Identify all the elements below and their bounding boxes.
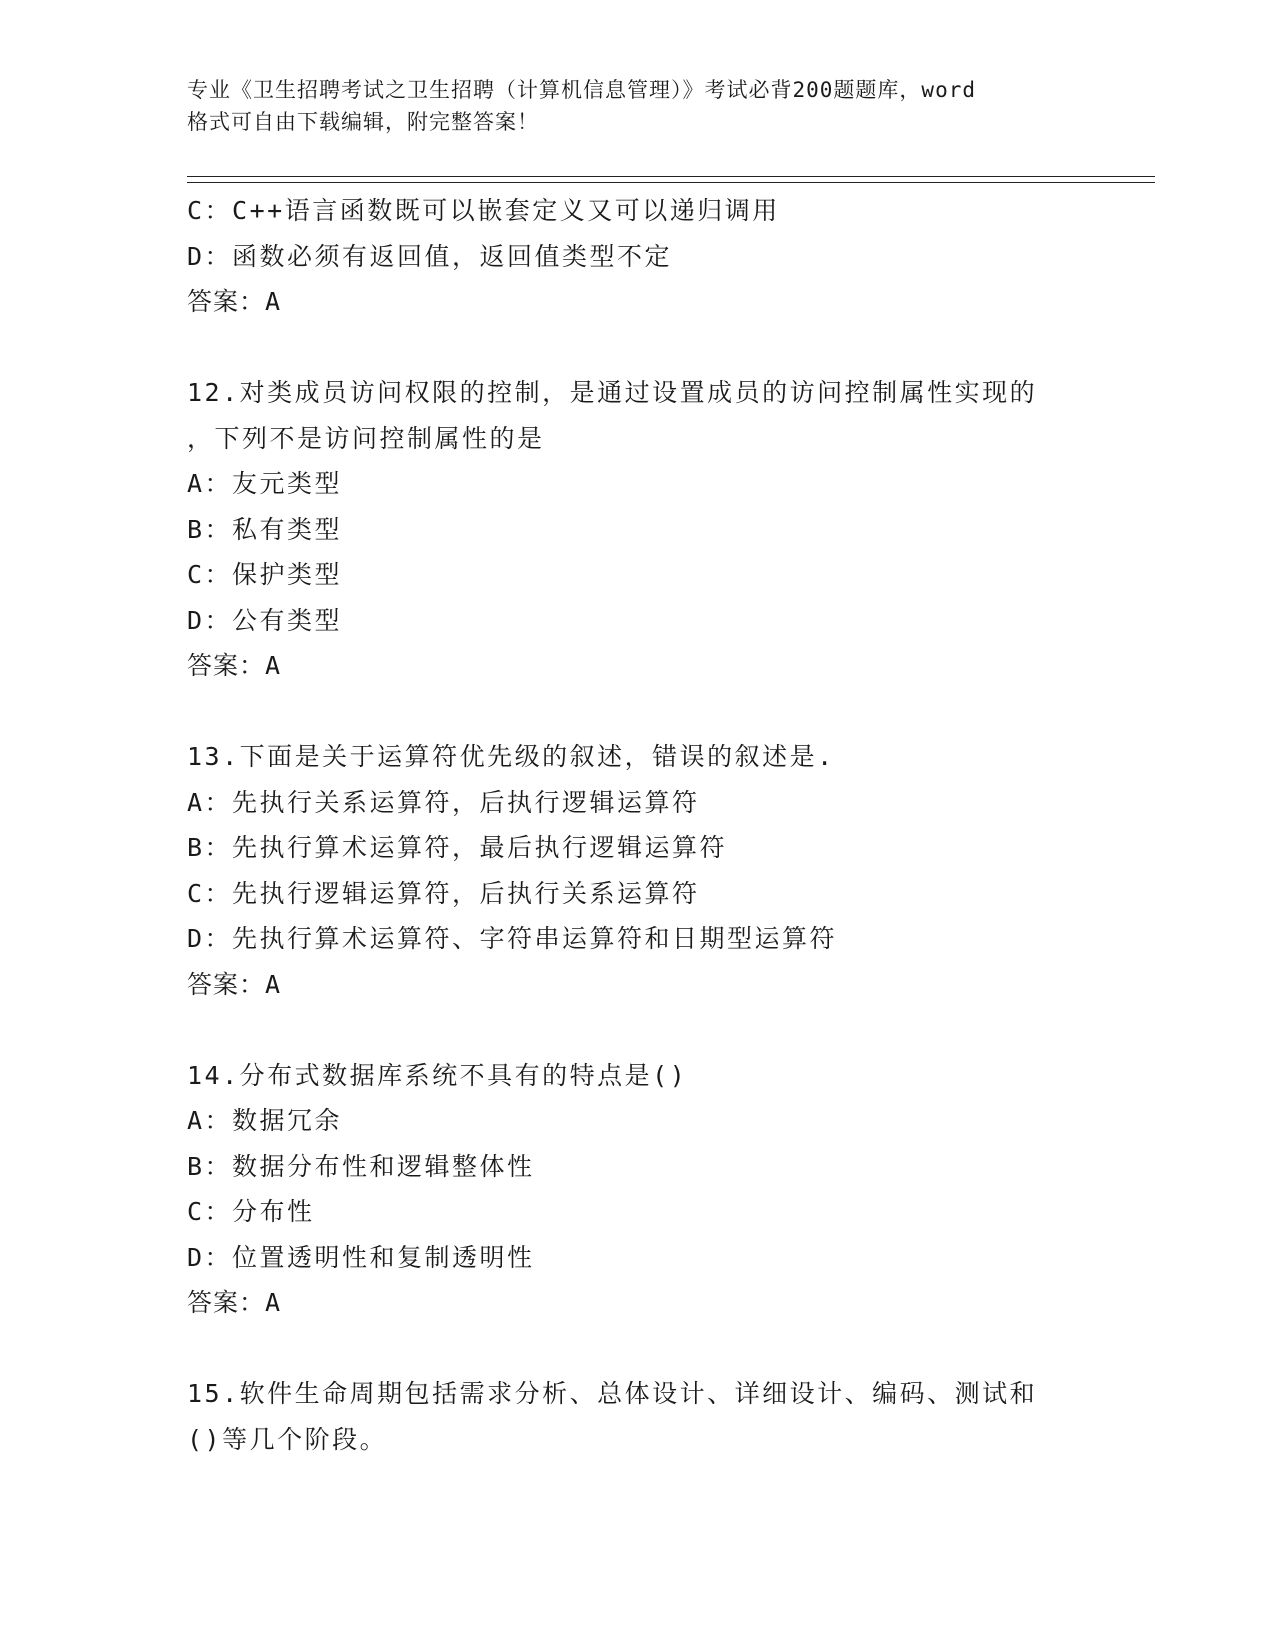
question-text-cont: ，下列不是访问控制属性的是 [187,423,545,453]
answer-line [187,279,1155,325]
answer-label: 答案： [187,651,266,680]
header-line-1: 专业《卫生招聘考试之卫生招聘（计算机信息管理）》考试必背200题题库，word [187,78,976,102]
option-a: A：先执行关系运算符，后执行逻辑运算符 [187,787,700,817]
header-rule-bottom [187,182,1155,183]
option-b: B：私有类型 [187,514,343,544]
question-text-cont: ()等几个阶段。 [187,1424,388,1454]
option-d: D：函数必须有返回值，返回值类型不定 [187,241,673,271]
option-c: C：分布性 [187,1197,315,1226]
answer-label: 答案： [187,287,266,316]
answer-value: A [265,287,282,316]
option-c: C：C++语言函数既可以嵌套定义又可以递归调用 [187,196,780,225]
answer-label: 答案： [187,1288,266,1317]
option-b: B：数据分布性和逻辑整体性 [187,1151,535,1181]
question-text: 14.分布式数据库系统不具有的特点是() [187,1060,688,1090]
answer-value: A [265,969,282,999]
spacer [187,689,1155,735]
option-a: A：友元类型 [187,469,343,498]
option-d: D：先执行算术运算符、字符串运算符和日期型运算符 [187,924,838,953]
question-text: 12.对类成员访问权限的控制，是通过设置成员的访问控制属性实现的 [187,378,1038,407]
spacer [187,1007,1155,1053]
question-13 [187,734,1155,1007]
answer-label: 答案： [187,969,266,999]
header-line-2: 格式可自由下载编辑，附完整答案！ [187,110,539,134]
option-d: D：公有类型 [187,605,343,635]
option-a: A：数据冗余 [187,1106,343,1135]
question-content [187,188,1155,1462]
question-text: 13.下面是关于运算符优先级的叙述，错误的叙述是. [187,742,835,771]
question-14 [187,1053,1155,1326]
answer-line [187,1280,1155,1326]
option-c: C：先执行逻辑运算符，后执行关系运算符 [187,878,700,908]
header-rule-top [187,176,1155,177]
spacer [187,1326,1155,1372]
question-text: 15.软件生命周期包括需求分析、总体设计、详细设计、编码、测试和 [187,1379,1038,1408]
document-header [187,74,1087,138]
option-d: D：位置透明性和复制透明性 [187,1242,535,1272]
question-15 [187,1371,1155,1462]
question-12 [187,370,1155,689]
answer-value: A [265,651,282,680]
answer-value: A [265,1288,282,1317]
option-b: B：先执行算术运算符，最后执行逻辑运算符 [187,833,728,862]
answer-line [187,643,1155,689]
previous-question [187,188,1155,325]
answer-line [187,962,1155,1008]
option-c: C：保护类型 [187,560,343,589]
spacer [187,325,1155,371]
